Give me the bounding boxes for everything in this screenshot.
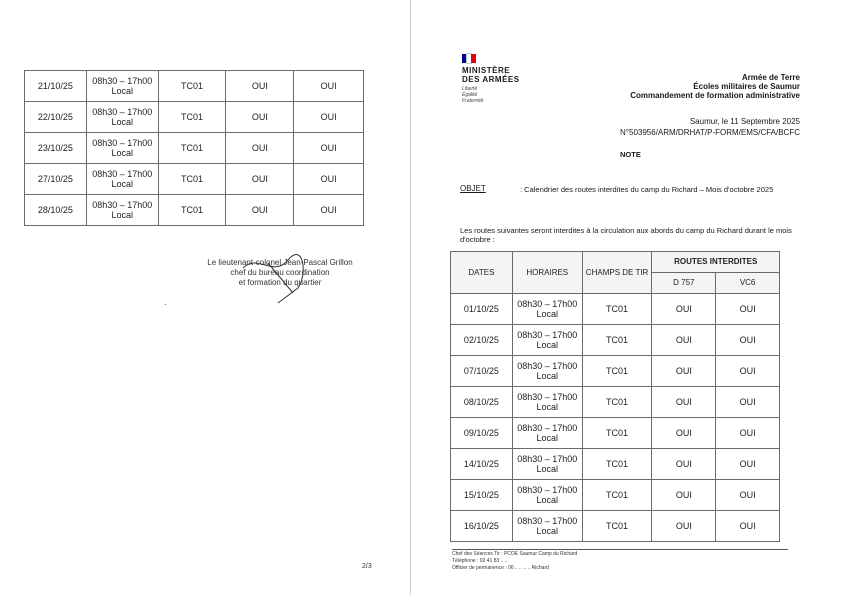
routes-table xyxy=(450,251,780,542)
horaires-cell xyxy=(512,294,582,325)
horaires-cell xyxy=(512,418,582,449)
d757-cell-text: OUI xyxy=(675,304,692,314)
horaires-cell-text: Local xyxy=(111,86,134,96)
table-row xyxy=(451,325,780,356)
champ-cell xyxy=(582,449,652,480)
d757-cell xyxy=(226,195,294,226)
horaires-cell-text: 08h30 – 17h00 xyxy=(92,200,153,210)
d757-cell xyxy=(652,325,716,356)
vc6-cell xyxy=(716,387,780,418)
d757-cell-text: OUI xyxy=(675,397,692,407)
issuer-line-2: Écoles militaires de Saumur xyxy=(693,82,800,91)
horaires-cell-text: 08h30 – 17h00 xyxy=(517,423,578,433)
d757-cell xyxy=(652,449,716,480)
horaires-cell xyxy=(512,449,582,480)
champ-cell-text: TC01 xyxy=(181,205,204,215)
logo-motto xyxy=(462,86,520,104)
d757-cell-text: OUI xyxy=(675,490,692,500)
date-cell xyxy=(451,356,513,387)
date-cell-text: 14/10/25 xyxy=(463,459,499,469)
motto-fraternite: Fraternité xyxy=(462,98,484,104)
date-cell-text: 21/10/25 xyxy=(37,81,73,91)
header-vc6: VC6 xyxy=(716,273,780,294)
d757-cell xyxy=(652,480,716,511)
vc6-cell-text: OUI xyxy=(739,366,756,376)
date-cell xyxy=(451,511,513,542)
horaires-cell-text: Local xyxy=(536,433,559,443)
d757-cell xyxy=(226,102,294,133)
champ-cell xyxy=(158,71,226,102)
vc6-cell-text: OUI xyxy=(320,205,337,215)
vc6-cell xyxy=(716,449,780,480)
horaires-cell-text: 08h30 – 17h00 xyxy=(517,454,578,464)
horaires-cell-text: 08h30 – 17h00 xyxy=(517,392,578,402)
vc6-cell-text: OUI xyxy=(739,335,756,345)
vc6-cell-text: OUI xyxy=(739,304,756,314)
d757-cell xyxy=(652,418,716,449)
left-table xyxy=(24,70,364,226)
document-reference: N°503956/ARM/DRHAT/P-FORM/EMS/CFA/BCFC xyxy=(620,128,800,137)
date-cell-text: 28/10/25 xyxy=(37,205,73,215)
date-cell-text: 02/10/25 xyxy=(463,335,499,345)
horaires-cell-text: Local xyxy=(536,402,559,412)
horaires-cell-text: 08h30 – 17h00 xyxy=(517,330,578,340)
date-cell-text: 07/10/25 xyxy=(463,366,499,376)
logo-line-2: DES ARMÉES xyxy=(462,75,520,84)
table-row xyxy=(25,195,364,226)
flag-red xyxy=(471,54,476,63)
signature-line-1: Le lieutenant-colonel Jean-Pascal Grillon xyxy=(207,258,353,267)
document-date: Saumur, le 11 Septembre 2025 xyxy=(689,117,800,126)
table-row xyxy=(25,133,364,164)
horaires-cell-text: Local xyxy=(536,371,559,381)
note-label: NOTE xyxy=(620,150,641,159)
date-cell xyxy=(25,164,87,195)
intro-paragraph: Les routes suivantes seront interdites à la circulation aux abords du camp du Richard durant le mois d'octobre : xyxy=(460,226,792,244)
page-number: 2/3 xyxy=(362,563,372,570)
ministry-logo xyxy=(462,54,520,104)
date-reference xyxy=(620,116,800,138)
horaires-cell-text: Local xyxy=(536,340,559,350)
vc6-cell-text: OUI xyxy=(739,490,756,500)
vc6-cell-text: OUI xyxy=(320,143,337,153)
vc6-cell-text: OUI xyxy=(739,428,756,438)
horaires-cell xyxy=(86,71,158,102)
vc6-cell-text: OUI xyxy=(739,521,756,531)
d757-cell-text: OUI xyxy=(251,81,268,91)
horaires-cell xyxy=(512,480,582,511)
signature-line-3: et formation du quartier xyxy=(238,278,322,287)
vc6-cell-text: OUI xyxy=(739,459,756,469)
header-dates: DATES xyxy=(451,252,513,294)
signature-block xyxy=(205,258,355,288)
vc6-cell-text: OUI xyxy=(320,112,337,122)
date-cell xyxy=(451,325,513,356)
d757-cell xyxy=(226,71,294,102)
date-cell-text: 01/10/25 xyxy=(463,304,499,314)
left-page xyxy=(0,0,410,595)
horaires-cell-text: 08h30 – 17h00 xyxy=(92,76,153,86)
horaires-cell-text: Local xyxy=(536,495,559,505)
date-cell xyxy=(451,449,513,480)
champ-cell-text: TC01 xyxy=(606,304,629,314)
d757-cell-text: OUI xyxy=(675,459,692,469)
champ-cell xyxy=(158,195,226,226)
d757-cell-text: OUI xyxy=(675,335,692,345)
issuer-line-3: Commandement de formation administrative xyxy=(630,91,800,100)
header-horaires: HORAIRES xyxy=(512,252,582,294)
vc6-cell xyxy=(294,102,364,133)
horaires-cell-text: 08h30 – 17h00 xyxy=(92,169,153,179)
date-cell xyxy=(451,480,513,511)
date-cell-text: 23/10/25 xyxy=(37,143,73,153)
header-d757: D 757 xyxy=(652,273,716,294)
horaires-cell-text: Local xyxy=(536,464,559,474)
table-row xyxy=(451,294,780,325)
date-cell xyxy=(451,418,513,449)
header-routes: ROUTES INTERDITES xyxy=(652,252,780,273)
horaires-cell xyxy=(86,133,158,164)
header-champs: CHAMPS DE TIR xyxy=(582,252,652,294)
logo-line-1: MINISTÈRE xyxy=(462,66,511,75)
date-cell-text: 09/10/25 xyxy=(463,428,499,438)
table-row xyxy=(25,102,364,133)
champ-cell-text: TC01 xyxy=(181,174,204,184)
champ-cell-text: TC01 xyxy=(181,81,204,91)
horaires-cell-text: Local xyxy=(111,210,134,220)
vc6-cell xyxy=(294,71,364,102)
table-row xyxy=(451,418,780,449)
d757-cell xyxy=(226,164,294,195)
table-row xyxy=(451,387,780,418)
horaires-cell-text: 08h30 – 17h00 xyxy=(517,516,578,526)
date-cell-text: 16/10/25 xyxy=(463,521,499,531)
champ-cell-text: TC01 xyxy=(606,521,629,531)
champ-cell xyxy=(582,325,652,356)
vc6-cell xyxy=(294,133,364,164)
signature-line-2: chef du bureau coordination xyxy=(230,268,330,277)
date-cell xyxy=(451,387,513,418)
champ-cell xyxy=(582,294,652,325)
footer-contacts xyxy=(452,551,577,572)
champ-cell-text: TC01 xyxy=(181,143,204,153)
footer-divider xyxy=(452,549,788,550)
champ-cell-text: TC01 xyxy=(606,459,629,469)
champ-cell xyxy=(582,418,652,449)
vc6-cell-text: OUI xyxy=(320,174,337,184)
objet-text: : Calendrier des routes interdites du camp du Richard – Mois d'octobre 2025 xyxy=(520,185,774,194)
footer-line-3: Officier de permanence : 06 .. .. .. .. Richard xyxy=(452,565,549,571)
champ-cell xyxy=(158,164,226,195)
vc6-cell xyxy=(716,294,780,325)
footer-line-1: Chef des Séances Tir : PCOE Saumur Camp du Richard xyxy=(452,551,578,557)
date-cell-text: 22/10/25 xyxy=(37,112,73,122)
d757-cell xyxy=(652,294,716,325)
d757-cell xyxy=(652,387,716,418)
issuer-header xyxy=(630,73,800,100)
d757-cell-text: OUI xyxy=(251,174,268,184)
vc6-cell xyxy=(716,418,780,449)
horaires-cell-text: 08h30 – 17h00 xyxy=(92,107,153,117)
issuer-line-1: Armée de Terre xyxy=(741,73,800,82)
motto-egalite: Égalité xyxy=(462,92,478,98)
champ-cell xyxy=(158,133,226,164)
footer-line-2: Téléphone : 02 41 83 .. .. xyxy=(452,558,508,564)
horaires-cell-text: 08h30 – 17h00 xyxy=(517,299,578,309)
horaires-cell xyxy=(512,325,582,356)
d757-cell-text: OUI xyxy=(251,143,268,153)
champ-cell-text: TC01 xyxy=(606,335,629,345)
table-row xyxy=(25,164,364,195)
vc6-cell xyxy=(294,195,364,226)
d757-cell xyxy=(652,511,716,542)
date-cell xyxy=(25,195,87,226)
table-row xyxy=(451,511,780,542)
champ-cell-text: TC01 xyxy=(606,428,629,438)
motto-liberte: Liberté xyxy=(462,86,478,92)
horaires-cell xyxy=(512,356,582,387)
date-cell xyxy=(451,294,513,325)
vc6-cell xyxy=(294,164,364,195)
champ-cell xyxy=(582,387,652,418)
date-cell xyxy=(25,102,87,133)
table-row xyxy=(451,449,780,480)
champ-cell-text: TC01 xyxy=(606,366,629,376)
objet-label: OBJET xyxy=(460,184,486,193)
horaires-cell-text: 08h30 – 17h00 xyxy=(517,485,578,495)
horaires-cell-text: Local xyxy=(111,179,134,189)
d757-cell-text: OUI xyxy=(675,366,692,376)
champ-cell xyxy=(582,480,652,511)
vc6-cell-text: OUI xyxy=(320,81,337,91)
d757-cell-text: OUI xyxy=(675,428,692,438)
horaires-cell-text: Local xyxy=(536,526,559,536)
date-cell xyxy=(25,71,87,102)
horaires-cell-text: 08h30 – 17h00 xyxy=(517,361,578,371)
horaires-cell xyxy=(86,102,158,133)
vc6-cell xyxy=(716,356,780,387)
champ-cell-text: TC01 xyxy=(606,397,629,407)
horaires-cell-text: Local xyxy=(111,117,134,127)
horaires-cell xyxy=(512,511,582,542)
table-row xyxy=(25,71,364,102)
champ-cell xyxy=(158,102,226,133)
horaires-cell xyxy=(86,195,158,226)
vc6-cell-text: OUI xyxy=(739,397,756,407)
date-cell-text: 27/10/25 xyxy=(37,174,73,184)
d757-cell-text: OUI xyxy=(675,521,692,531)
champ-cell-text: TC01 xyxy=(181,112,204,122)
date-cell xyxy=(25,133,87,164)
vc6-cell xyxy=(716,480,780,511)
champ-cell-text: TC01 xyxy=(606,490,629,500)
horaires-cell-text: Local xyxy=(536,309,559,319)
horaires-cell xyxy=(512,387,582,418)
vc6-cell xyxy=(716,325,780,356)
vc6-cell xyxy=(716,511,780,542)
champ-cell xyxy=(582,511,652,542)
flag-icon xyxy=(462,54,476,63)
horaires-cell-text: Local xyxy=(111,148,134,158)
champ-cell xyxy=(582,356,652,387)
stray-mark: · xyxy=(164,300,167,309)
d757-cell xyxy=(652,356,716,387)
horaires-cell xyxy=(86,164,158,195)
d757-cell xyxy=(226,133,294,164)
table-row xyxy=(451,356,780,387)
table-row xyxy=(451,480,780,511)
date-cell-text: 15/10/25 xyxy=(463,490,499,500)
horaires-cell-text: 08h30 – 17h00 xyxy=(92,138,153,148)
d757-cell-text: OUI xyxy=(251,205,268,215)
date-cell-text: 08/10/25 xyxy=(463,397,499,407)
d757-cell-text: OUI xyxy=(251,112,268,122)
